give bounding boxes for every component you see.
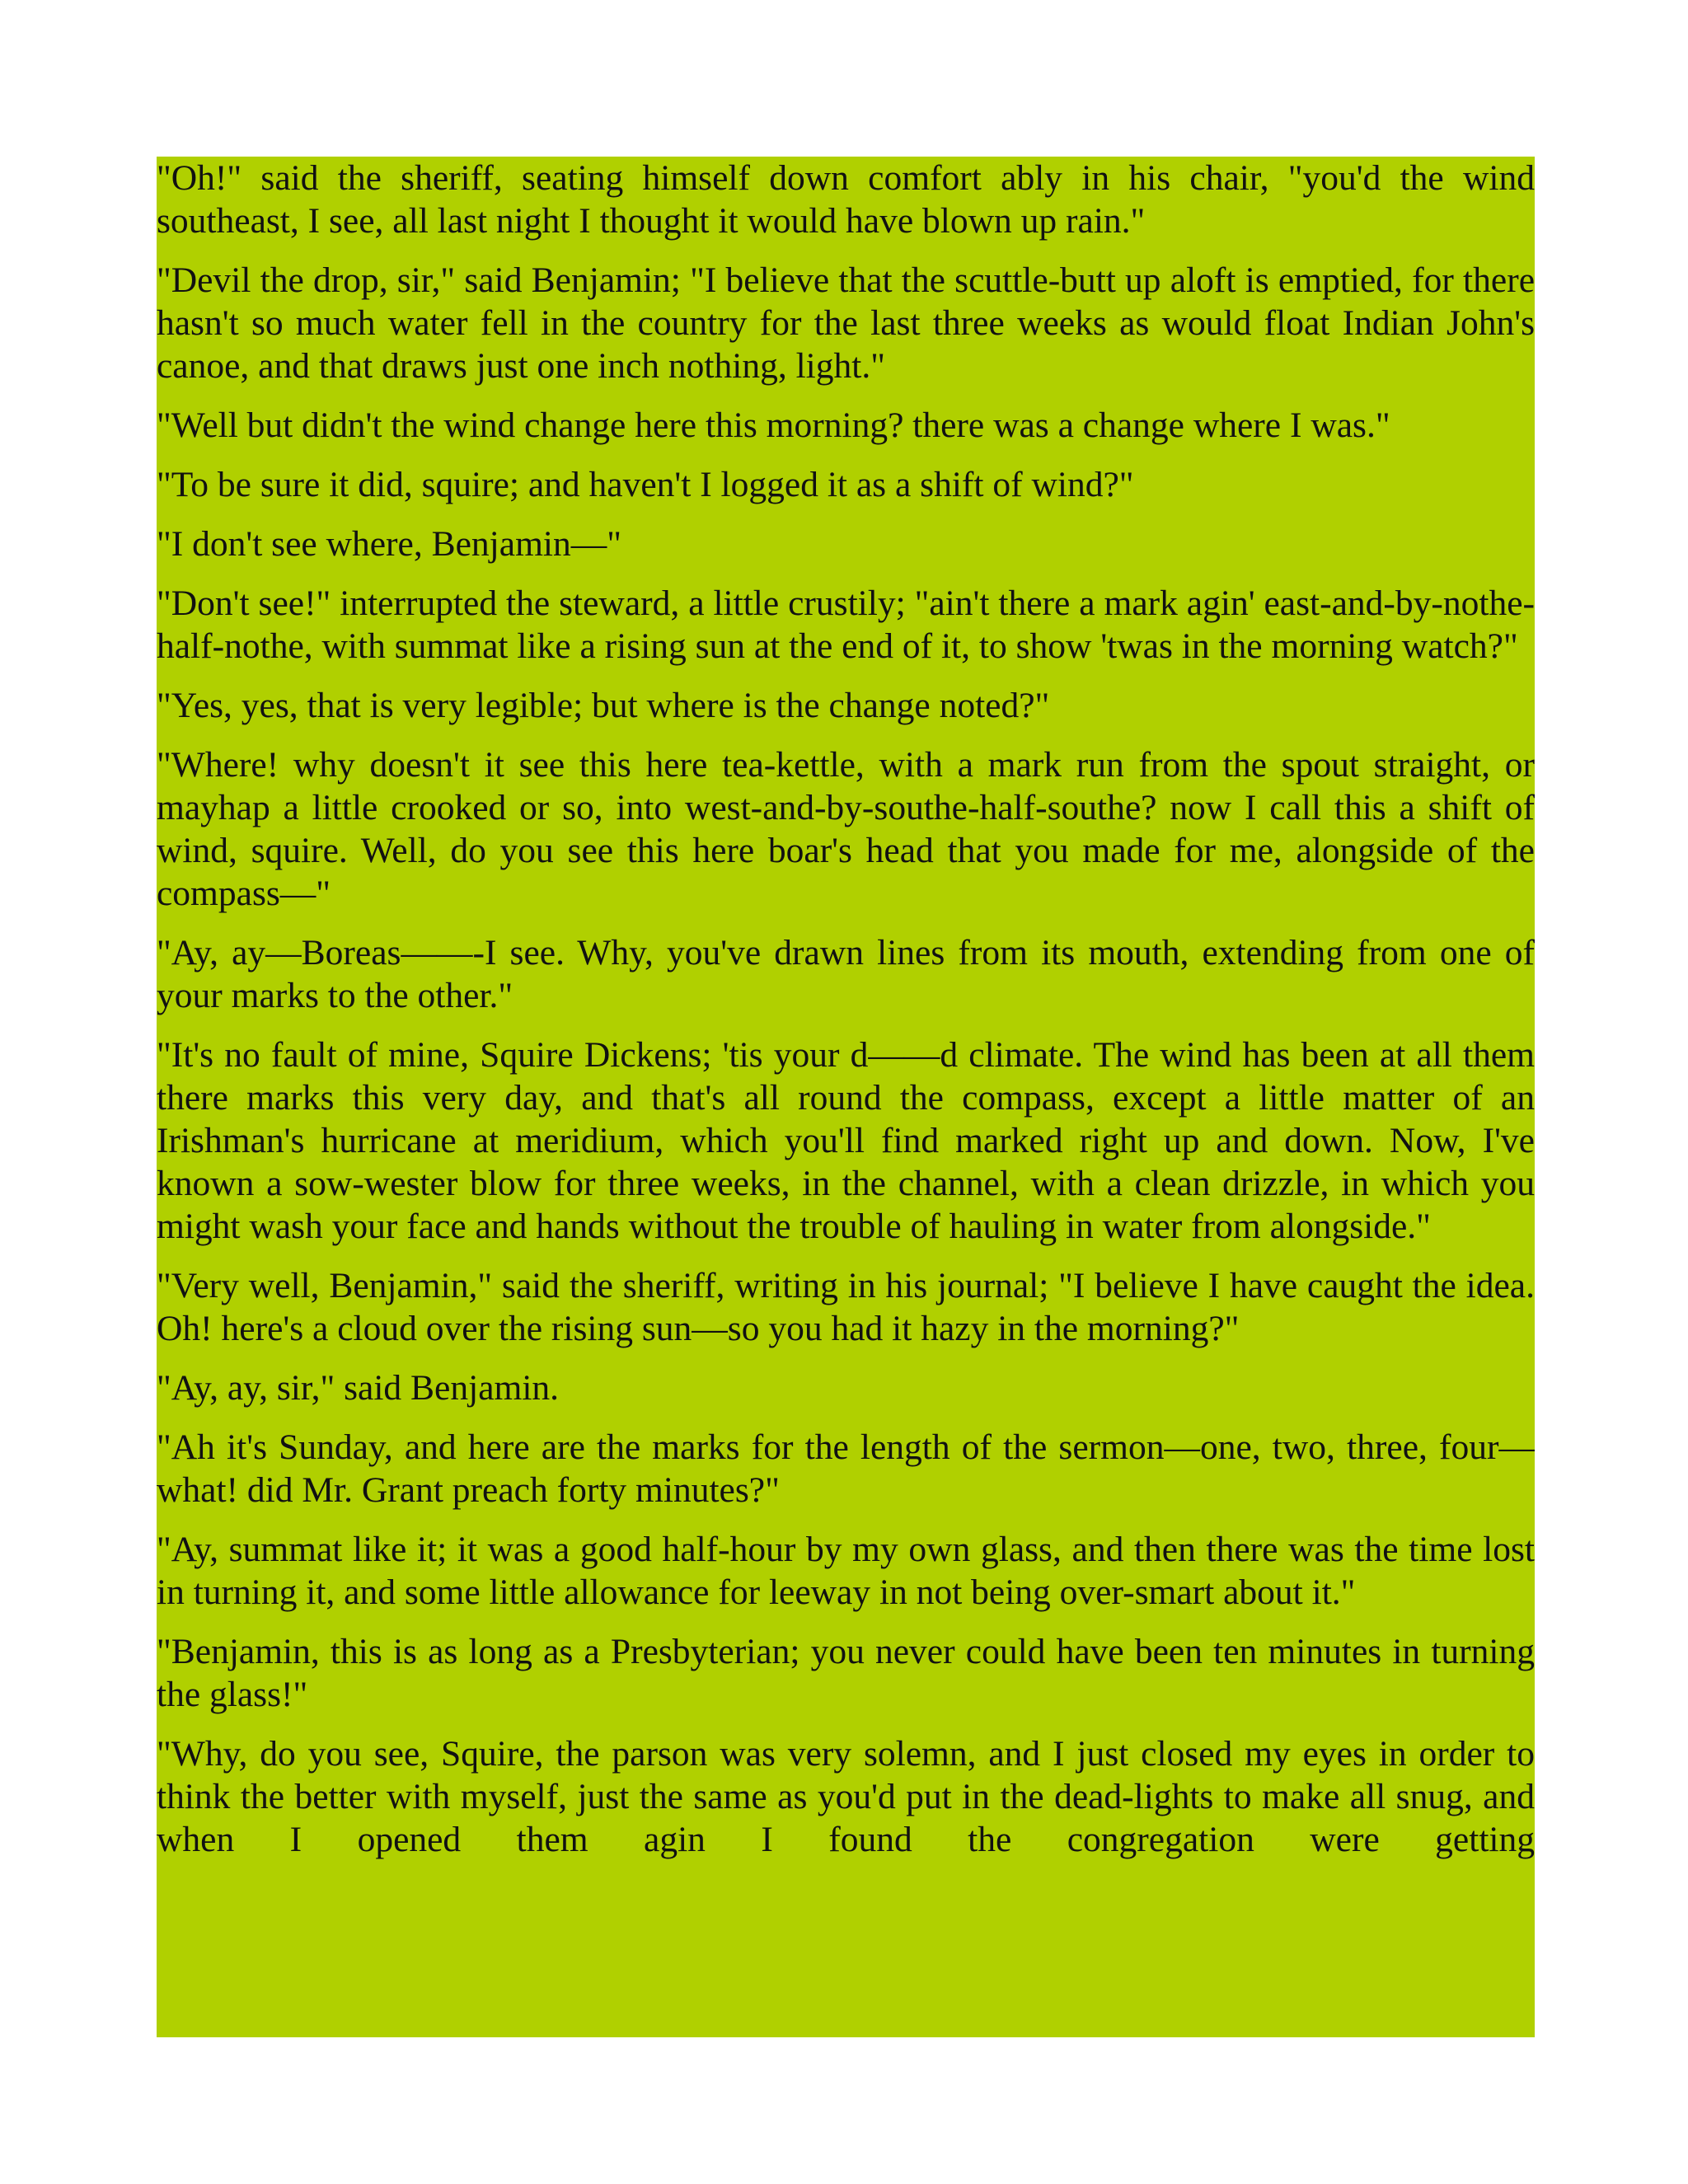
paragraph: "Ay, summat like it; it was a good half-hour by my own glass, and then there was the time lost in turning it, and some little allowance for leeway in not being over-smart about it." <box>157 1530 1535 1612</box>
paragraph: "Benjamin, this is as long as a Presbyterian; you never could have been ten minutes in turning the glass!" <box>157 1632 1535 1714</box>
paragraph: "Ah it's Sunday, and here are the marks for the length of the sermon—one, two, three, four—what! did Mr. Grant preach forty minutes?" <box>157 1427 1535 1510</box>
paragraph: "Devil the drop, sir," said Benjamin; "I believe that the scuttle-butt up aloft is emptied, for there hasn't so much water fell in the country for the last three weeks as would float Indian John's canoe, and that draws just one inch nothing, light." <box>157 260 1535 386</box>
paragraph: "It's no fault of mine, Squire Dickens; 'tis your d——d climate. The wind has been at all them there marks this very day, and that's all round the compass, except a little matter of an Irishman's hurricane at meridium, which you'll find marked right up and down. Now, I've known a sow-wester blow for three weeks, in the channel, with a clean drizzle, in which you might wash your face and hands without the trouble of hauling in water from alongside." <box>157 1035 1535 1246</box>
paragraph: "To be sure it did, squire; and haven't I logged it as a shift of wind?" <box>157 465 1134 504</box>
paragraph: "Where! why doesn't it see this here tea-kettle, with a mark run from the spout straight, or mayhap a little crooked or so, into west-and-by-southe-half-southe? now I call this a shift of wind, squire. Well, do you see this here boar's head that you made for me, alongside of the compass—" <box>157 745 1535 913</box>
paragraph: "Very well, Benjamin," said the sheriff, writing in his journal; "I believe I have caught the idea. Oh! here's a cloud over the rising sun—so you had it hazy in the morning?" <box>157 1266 1535 1348</box>
paragraph: "I don't see where, Benjamin—" <box>157 524 621 564</box>
paragraph: "Well but didn't the wind change here this morning? there was a change where I was." <box>157 405 1390 445</box>
paragraph: "Why, do you see, Squire, the parson was very solemn, and I just closed my eyes in order to think the better with myself, just the same as you'd put in the dead-lights to make all snug, and when I opened them agin I found the congregation were getting <box>157 1734 1535 1859</box>
paragraph: "Ay, ay—Boreas——-I see. Why, you've drawn lines from its mouth, extending from one of your marks to the other." <box>157 933 1535 1015</box>
paragraph: "Don't see!" interrupted the steward, a little crustily; "ain't there a mark agin' east-and-by-nothe-half-nothe, with summat like a rising sun at the end of it, to show 'twas in the morning watch?" <box>157 583 1535 666</box>
paragraph: "Oh!" said the sheriff, seating himself down comfort ably in his chair, "you'd the wind southeast, I see, all last night I thought it would have blown up rain." <box>157 158 1535 241</box>
paragraph: "Yes, yes, that is very legible; but where is the change noted?" <box>157 686 1050 725</box>
text-block <box>157 157 1535 2037</box>
paragraph: "Ay, ay, sir," said Benjamin. <box>157 1368 560 1408</box>
